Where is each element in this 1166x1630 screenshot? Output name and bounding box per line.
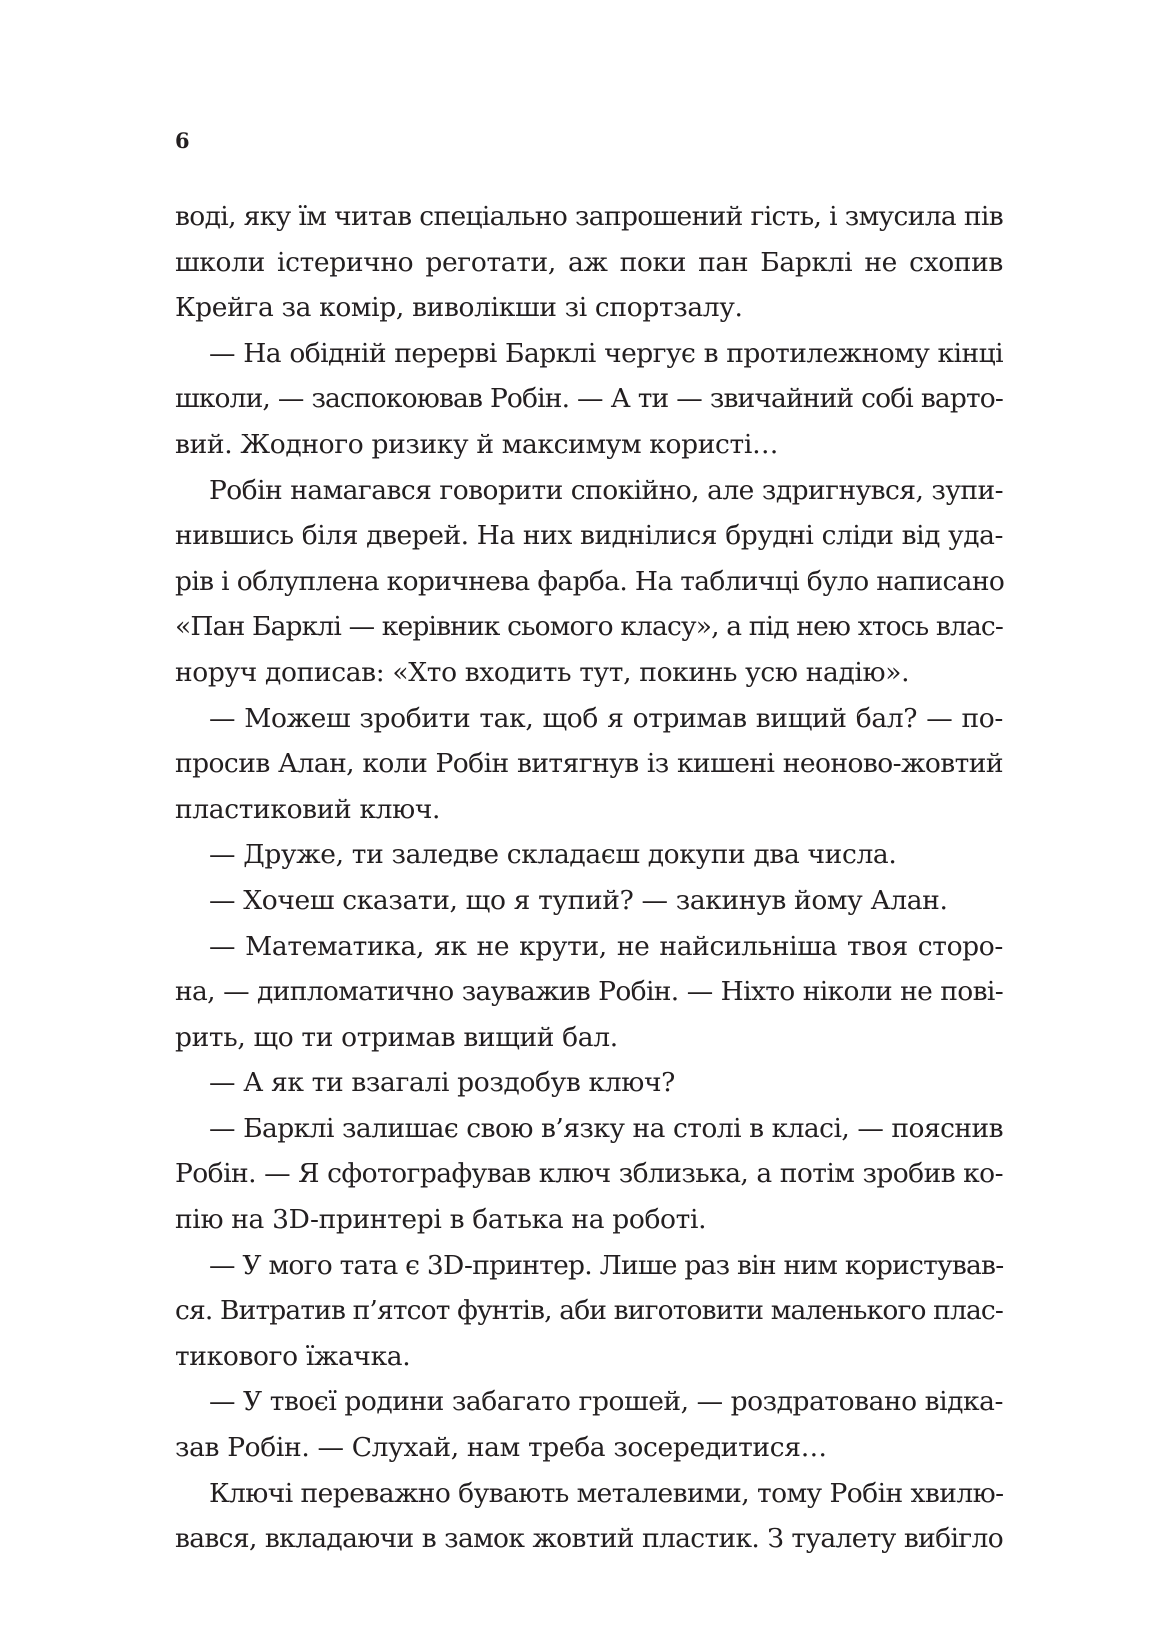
text-line: вався, вкладаючи в замок жовтий пластик. З туалету вибігло: [175, 1523, 1003, 1555]
text-line: — А як ти взагалі роздобув ключ?: [209, 1067, 675, 1099]
body-text: [175, 194, 1003, 1562]
text-line: ся. Витратив п’ятсот фунтів, аби виготовити маленького плас-: [175, 1295, 1003, 1327]
text-line: — Друже, ти заледве складаєш докупи два числа.: [209, 839, 897, 871]
page-number: 6: [175, 128, 190, 153]
text-line: — На обідній перерві Барклі чергує в протилежному кінці: [209, 337, 1003, 369]
text-line: — У мого тата є 3D-принтер. Лише раз він ним користував-: [209, 1249, 1004, 1281]
text-line: Робін намагався говорити спокійно, але здригнувся, зупи-: [209, 474, 1003, 506]
text-line: Робін. — Я сфотографував ключ зблизька, а потім зробив ко-: [175, 1158, 1003, 1190]
text-line: нившись біля дверей. На них виднілися брудні сліди від уда-: [175, 520, 1003, 552]
text-line: рить, що ти отримав вищий бал.: [175, 1021, 618, 1053]
text-line: — Можеш зробити так, щоб я отримав вищий бал? — по-: [209, 702, 1003, 734]
text-line: — У твоєї родини забагато грошей, — роздратовано відка-: [209, 1386, 1003, 1418]
text-line: просив Алан, коли Робін витягнув із кишені неоново-жовтий: [175, 748, 1003, 780]
text-line: пію на 3D-принтері в батька на роботі.: [175, 1204, 707, 1236]
text-line: Ключі переважно бувають металевими, тому Робін хвилю-: [209, 1477, 1004, 1509]
text-line: — Барклі залишає свою в’язку на столі в класі, — пояснив: [209, 1112, 1003, 1144]
text-line: — Хочеш сказати, що я тупий? — закинув йому Алан.: [209, 884, 948, 916]
text-line: тикового їжачка.: [175, 1340, 411, 1372]
text-line: школи, — заспокоював Робін. — А ти — звичайний собі варто-: [175, 383, 1003, 415]
text-line: пластиковий ключ.: [175, 793, 441, 825]
text-line: воді, яку їм читав спеціально запрошений гість, і змусила пів: [175, 201, 1003, 232]
text-line: — Математика, як не крути, не найсильніша твоя сторо-: [209, 930, 1003, 962]
text-line: норуч дописав: «Хто входить тут, покинь усю надію».: [175, 656, 910, 688]
text-line: «Пан Барклі — керівник сьомого класу», а під нею хтось влас-: [175, 611, 1003, 643]
text-line: школи істерично реготати, аж поки пан Барклі не схопив: [175, 246, 1003, 278]
text-line: Крейга за комір, виволікши зі спортзалу.: [175, 292, 743, 324]
text-line: рів і облуплена коричнева фарба. На табличці було написано: [175, 565, 1005, 597]
text-line: вий. Жодного ризику й максимум користі…: [175, 428, 779, 460]
text-line: на, — дипломатично зауважив Робін. — Ніхто ніколи не пові-: [175, 976, 1003, 1008]
text-line: зав Робін. — Слухай, нам треба зосередитися…: [175, 1432, 827, 1464]
